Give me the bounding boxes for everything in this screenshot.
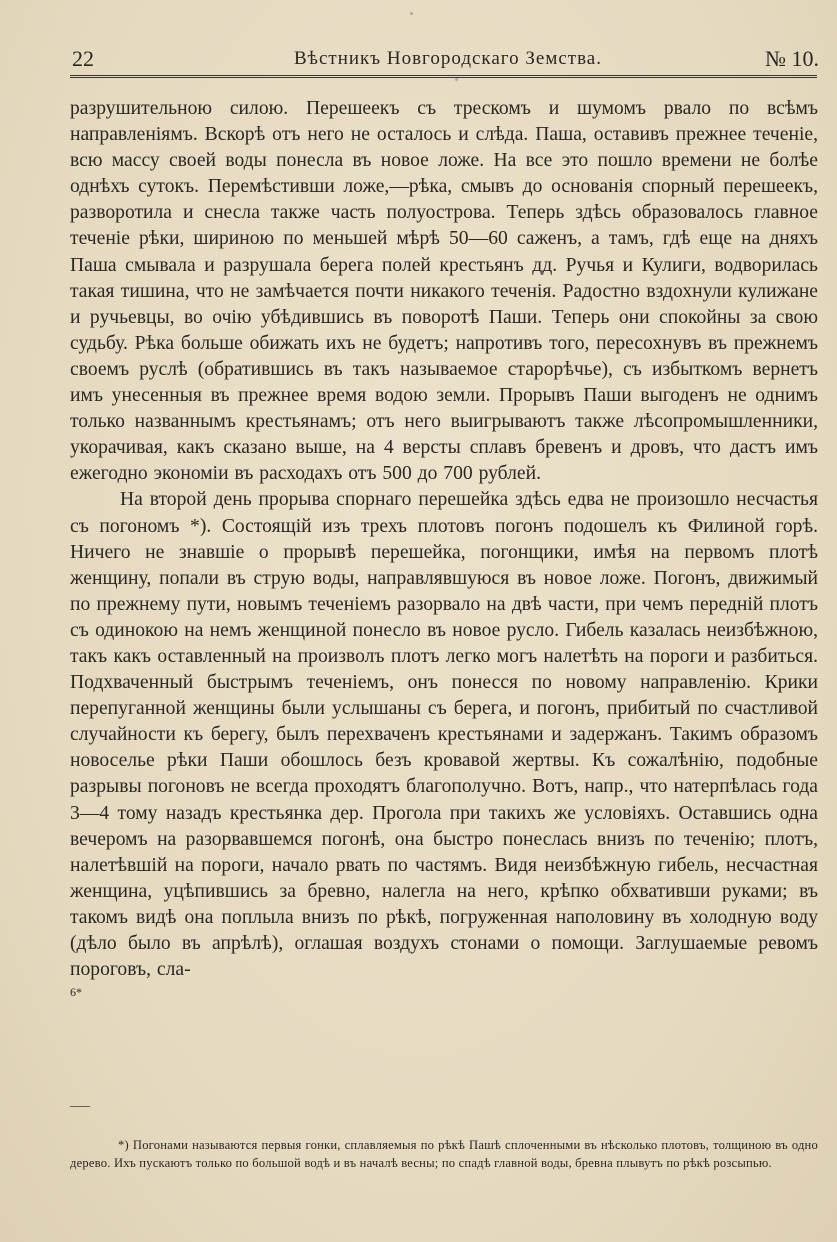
paper-speck (455, 78, 458, 81)
page-header (72, 42, 819, 74)
issue-number: № 10. (765, 46, 819, 71)
paragraph: На второй день прорыва спорнаго перешейка здѣсь едва не произошло несчастья съ погономъ *). Состоящій изъ трехъ плотовъ погонъ подошелъ къ Филиной горѣ. Ничего не знавшіе о прорывѣ перешейка, погонщики, имѣя на первомъ плотѣ женщину, попали въ струю воды, направлявшуюся въ новое ложе. Погонъ, движимый по прежнему пути, новымъ теченіемъ разорвало на двѣ части, при чемъ передній плотъ съ одинокою на немъ женщиной понесло въ новое русло. Гибель казалась неизбѣжною, такъ какъ оставленный на произволъ плотъ легко могъ налетѣть на пороги и разбиться. Подхваченный быстрымъ теченіемъ, онъ понесся по новому направленію. Крики перепуганной женщины были услышаны съ берега, и погонъ, прибитый по счастливой случайности къ берегу, былъ перехваченъ крестьянами и задержанъ. Такимъ образомъ новоселье рѣки Паши обошлось безъ кровавой жертвы. Къ сожалѣнію, подобные разрывы погоновъ не всегда проходятъ благополучно. Вотъ, напр., что натерпѣлась года 3—4 тому назадъ крестьянка дер. Прогола при такихъ же условіяхъ. Оставшись одна вечеромъ на разорвавшемся погонѣ, она быстро понеслась внизъ по теченію; плотъ, налетѣвшій на пороги, началo рвать по частямъ. Видя неизбѣжную гибель, несчастная женщина, уцѣпившись за бревно, налегла на него, крѣпко обхвативши руками; въ такомъ видѣ она поплыла внизъ по рѣкѣ, погруженная наполовину въ холодную воду (дѣло было въ апрѣлѣ), оглашая воздухъ стонами о помощи. Заглушаемые ревомъ пороговъ, сла- (70, 489, 818, 981)
signature-mark: 6* (70, 985, 82, 1000)
running-title: Вѣстникъ Новгородскаго Земства. (294, 48, 602, 69)
paper-speck (410, 12, 413, 15)
paragraph: разрушительною силою. Перешеекъ съ трескомъ и шумомъ рвало по всѣмъ направленіямъ. Вскорѣ отъ него не осталось и слѣда. Паша, оставивъ прежнее теченіе, всю массу своей воды понесла въ новое ложе. На все это пошло времени не болѣе однѣхъ сутокъ. Перемѣстивши ложе,—рѣка, смывъ до основанія спорный перешеекъ, разворотила и снесла также часть полуострова. Теперь здѣсь образовалось главное теченіе рѣки, шириною по меньшей мѣрѣ 50—60 саженъ, а тамъ, гдѣ еще на дняхъ Паша смывала и разрушала берега полей крестьянъ дд. Ручья и Кулиги, водворилась такая тишина, что не замѣчается почти никакого теченія. Радостно вздохнули кулижане и ручьевцы, во очію убѣдившись въ поворотѣ Паши. Теперь они спокойны за свою судьбу. Рѣка больше обижать ихъ не будетъ; напротивъ того, пересохнувъ въ прежнемъ своемъ руслѣ (обратившись въ такъ называемое старорѣчье), съ избыткомъ вернетъ имъ унесенныя въ прежнее время водою земли. Прорывъ Паши выгоденъ не однимъ только названнымъ крестьянамъ; отъ него выигрываютъ также лѣсопромышленники, укорачивая, какъ сказано выше, на 4 версты сплавъ бревенъ и дровъ, что дастъ имъ ежегодно экономіи въ расходахъ отъ 500 до 700 рублей. (70, 98, 818, 485)
page-number: 22 (72, 46, 94, 71)
footnote-text: *) Погонами называются первыя гонки, сплавляемыя по рѣкѣ Пашѣ сплоченными въ нѣсколько плотовъ, толщиною въ одно дерево. Ихъ пускаютъ только по большой водѣ и въ началѣ весны; по спадѣ главной воды, бревна плывутъ по рѣкѣ розсыпью. (70, 1138, 818, 1170)
header-rule (70, 75, 817, 78)
body-text (70, 96, 818, 999)
footnote-rule (70, 1106, 90, 1107)
footnote (70, 1136, 818, 1172)
